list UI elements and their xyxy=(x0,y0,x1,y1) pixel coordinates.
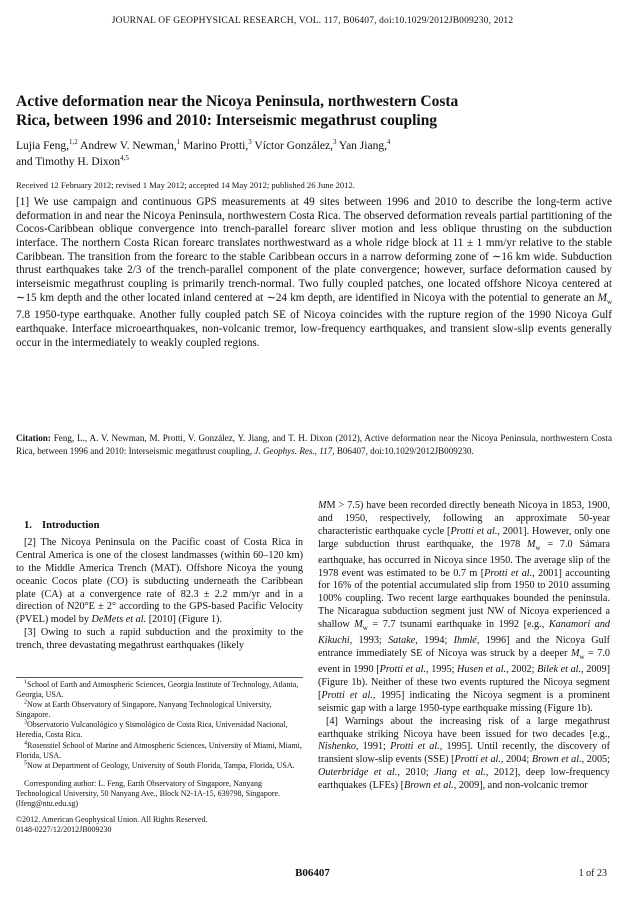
reference-link: Outerbridge et al. xyxy=(318,767,398,779)
reference-link: Brown et al. xyxy=(531,754,582,766)
journal-header: JOURNAL OF GEOPHYSICAL RESEARCH, VOL. 117, B06407, doi:10.1029/2012JB009230, 2012 xyxy=(111,16,514,26)
paragraph-text: M > 7.5) have been recorded directly beneath Nicoya in 1853, 1900, and 1950, respectively, following an approximate 50-year characteristic earthquake cycle [ xyxy=(318,500,610,537)
citation-text: Feng, L., A. V. Newman, M. Protti, V. González, Y. Jiang, and T. H. Dixon (2012), Active deformation near the Nicoya Peninsula, northwestern Costa Rica, between 1996 and 2010: Interseismic megathrust coupling, xyxy=(16,433,612,456)
footnote-text: School of Earth and Atmospheric Sciences, Georgia Institute of Technology, Atlanta, Georgia, USA. xyxy=(16,680,299,700)
reference-link: DeMets et al. xyxy=(91,614,147,626)
reference-link: Satake xyxy=(388,635,416,647)
author-affiliation: 1,2 xyxy=(69,138,78,147)
reference-link: Protti et al. xyxy=(379,663,427,675)
author-name: Víctor González, xyxy=(254,140,333,152)
article-id-footer: B06407 xyxy=(295,867,330,879)
reference-link: Kanamori and Kikuchi xyxy=(318,619,611,647)
paragraph-text: , 2005; xyxy=(581,754,610,766)
magnitude-symbol: M xyxy=(570,648,580,660)
received-dates: Received 12 February 2012; revised 1 May 2012; accepted 14 May 2012; published 26 June 2012. xyxy=(16,180,355,190)
paragraph-text: = 7.7 tsunami earthquake in 1992 [e.g., xyxy=(367,619,549,631)
paragraph-text: , 1994; xyxy=(415,635,454,647)
paragraph-marker: [3] xyxy=(24,627,36,639)
magnitude-symbol: M xyxy=(318,500,327,511)
magnitude-symbol: M xyxy=(354,619,363,631)
magnitude-subscript: w xyxy=(606,297,612,306)
citation-block xyxy=(16,432,612,458)
paragraph-text: = 7.0 event in 1990 [ xyxy=(318,648,611,675)
section-heading xyxy=(16,520,303,533)
paragraph-text: , 1995; xyxy=(426,663,458,675)
page-number: 1 of 23 xyxy=(578,868,607,879)
abstract-text-part-1: We use campaign and continuous GPS measurements at 49 sites between 1996 and 2010 to describe the long-term active deformation in and near the Nicoya Peninsula, northwestern Costa Rica. The observed deformation reveals partial partitioning of the Cocos-Caribbean oblique convergence into trench-parallel forearc sliver motion and less oblique thrusting on the subduction interface. The northern Costa Rican forearc translates northwestward as a whole ridge block at 11 ± 1 mm/yr relative to the stable Caribbean. The transition from the forearc to the stable Caribbean occurs in a narrow deforming zone of ∼16 km wide. Subduction thrust earthquakes take 2/3 of the trench-parallel component of the plate convergence; however, surface deformation caused by interseismic megathrust coupling is primarily trench-normal. Two fully coupled patches, one located offshore Nicoya centered at ∼15 km depth and the other located inland centered at ∼24 km depth, are identified in Nicoya with the potential to generate an xyxy=(16,196,612,304)
footnote-number: 1 xyxy=(24,679,27,686)
citation-label: Citation: xyxy=(16,433,51,443)
paragraph-text: , 2001]. However, only one large subduction thrust earthquake, the 1978 xyxy=(318,525,610,550)
reference-link: Brown et al. xyxy=(404,780,454,792)
footnote-text: Now at Department of Geology, University of South Florida, Tampa, Florida, USA. xyxy=(27,760,295,770)
author-affiliation: 3 xyxy=(332,138,337,147)
paragraph-text: , 2010; xyxy=(397,767,435,779)
reference-link: Nishenko xyxy=(318,741,356,753)
author-name: Lujia Feng, xyxy=(16,140,70,152)
corresponding-author: Corresponding author: L. Feng, Earth Observatory of Singapore, Nanyang Technological University, 50 Nanyang Ave., Block N2-1A-15, 639798, Singapore. (lfeng@ntu.edu.sg) xyxy=(16,778,281,809)
paragraph-text: The Nicoya Peninsula on the Pacific coast of Costa Rica in Central America is one of the closest landmasses (within 60–120 km) to the Middle America Trench (MAT). Offshore Nicoya the young oceanic Cocos plate (CO) is subducting underneath the Caribbean plate (CA) at a convergence rate of 82.3 ± 2.2 mm/yr and in a direction of N20°E ± 2° according to the GPS-based Pacific Velocity (PVEL) model by xyxy=(16,536,303,626)
paragraph-3 xyxy=(16,627,303,653)
paragraph-text: , 1993; xyxy=(349,635,389,647)
paragraph-text: = 7.0 Sámara earthquake, has occurred in Nicoya since 1950. The average slip of the 1978 event was estimated to be 0.7 m [ xyxy=(318,538,610,579)
reference-link: Ihmlé xyxy=(453,635,477,647)
footnote-number: 4 xyxy=(24,739,27,746)
footnote-text: Observatorio Vulcanológico y Sismológico de Costa Rica, Universidad Nacional, Heredia, Costa Rica. xyxy=(16,720,288,740)
author-name: Andrew V. Newman, xyxy=(80,140,177,152)
citation-doi: B06407, doi:10.1029/2012JB009230. xyxy=(334,446,474,456)
issn-code: 0148-0227/12/2012JB009230 xyxy=(16,825,112,835)
reference-link: Husen et al. xyxy=(457,663,507,675)
magnitude-subscript: w xyxy=(579,653,585,662)
reference-link: Bilek et al. xyxy=(537,663,582,675)
magnitude-symbol: M xyxy=(526,538,536,550)
footnote xyxy=(16,741,303,761)
paragraph-text: Owing to such a rapid subduction and the proximity to the trench, three devastating megathrust earthquakes (likely xyxy=(16,627,304,652)
author-name: and Timothy H. Dixon xyxy=(16,156,121,168)
reference-link: Protti et al. xyxy=(484,567,533,579)
paragraph-text: , 2012], deep low-frequency earthquakes (LFEs) [ xyxy=(318,767,610,792)
paragraph-marker: [1] xyxy=(16,196,30,208)
paragraph-text: , 1996] and the Nicoya Gulf entrance immediately SE of Nicoya was struck by a deeper xyxy=(318,635,610,660)
reference-link: Protti et al. xyxy=(390,741,440,753)
footnote xyxy=(16,720,303,740)
article-title: Active deformation near the Nicoya Peninsula, northwestern Costa Rica, between 1996 and 2010: Interseismic megathrust coupling xyxy=(16,93,459,129)
paragraph-continued xyxy=(318,500,610,716)
author-affiliation: 4,5 xyxy=(120,154,129,163)
left-column xyxy=(16,520,303,653)
paragraph-text: , 2001] accounting for 16% of the potential accumulated slip from 1950 to 2010 assuming 100% coupling. Two recent large earthquakes bounded the peninsula. The Nicaragua subduction segment just NW of Nicoya experienced a shallow xyxy=(318,567,610,631)
section-number: 1. xyxy=(24,520,32,531)
author-list xyxy=(16,138,486,170)
section-title: Introduction xyxy=(42,520,100,531)
reference-link: Jiang et al. xyxy=(434,767,486,779)
paragraph-text: Warnings about the increasing risk of a large megathrust earthquake striking Nicoya have been issued for two decades [e.g., xyxy=(318,715,610,740)
paragraph-2 xyxy=(16,537,303,627)
magnitude-subscript: w xyxy=(362,624,368,633)
footnotes xyxy=(16,677,303,835)
right-column xyxy=(318,500,610,793)
footnote xyxy=(16,680,303,700)
author-affiliation: 1 xyxy=(176,138,181,147)
paragraph-text: , 2002; xyxy=(506,663,538,675)
footnote xyxy=(16,761,303,771)
author-name: Marino Protti, xyxy=(183,140,249,152)
paragraph-text: , 1995]. Until recently, the discovery of transient slow-slip events (SSE) [ xyxy=(318,741,610,766)
paragraph-text: , 2004; xyxy=(500,754,532,766)
citation-journal: J. Geophys. Res., 117, xyxy=(254,446,335,456)
magnitude-symbol: M xyxy=(597,291,607,304)
abstract xyxy=(16,196,612,350)
footnote-text: Now at Earth Observatory of Singapore, Nanyang Technological University, Singapore. xyxy=(16,700,272,720)
copyright: ©2012. American Geophysical Union. All Rights Reserved. xyxy=(16,815,208,825)
footnote xyxy=(16,700,303,720)
reference-link: Protti et al. xyxy=(454,754,501,766)
paragraph-marker: [2] xyxy=(24,536,36,548)
footnote-number: 3 xyxy=(24,719,27,726)
author-affiliation: 4 xyxy=(386,138,391,147)
paragraph-text: , 2009] (Figure 1b). Neither of these two events ruptured the Nicoya segment [ xyxy=(318,663,610,701)
paragraph-marker: [4] xyxy=(326,715,338,727)
author-name: Yan Jiang, xyxy=(338,140,387,152)
paragraph-text: , 1991; xyxy=(355,741,391,753)
reference-link: Protti et al. xyxy=(450,525,498,537)
paragraph-text: , 1995] indicating the Nicoya segment is a prominent seismic gap with a large 1950-type earthquake missing (Figure 1b). xyxy=(318,689,611,714)
footnote-text: Rosenstiel School of Marine and Atmospheric Sciences, University of Miami, Miami, Florida, USA. xyxy=(16,740,302,760)
paragraph-4 xyxy=(318,716,610,793)
paragraph-text: , 2009], and non-volcanic tremor xyxy=(453,780,588,792)
reference-link: Protti et al. xyxy=(321,689,373,701)
abstract-text-part-2: 7.8 1950-type earthquake. Another fully coupled patch SE of Nicoya coincides with the rupture region of the 1990 Nicoya Gulf earthquake. Interface microearthquakes, non-volcanic tremor, low-frequency earthquakes, and transient slow-slip events generally occur in the intermediately to weakly coupled regions. xyxy=(16,309,612,349)
author-affiliation: 3 xyxy=(248,138,252,147)
footnote-number: 2 xyxy=(24,699,27,706)
magnitude-subscript: w xyxy=(535,543,541,552)
footnote-number: 5 xyxy=(24,760,27,767)
paragraph-text: [2010] (Figure 1). xyxy=(146,614,222,626)
